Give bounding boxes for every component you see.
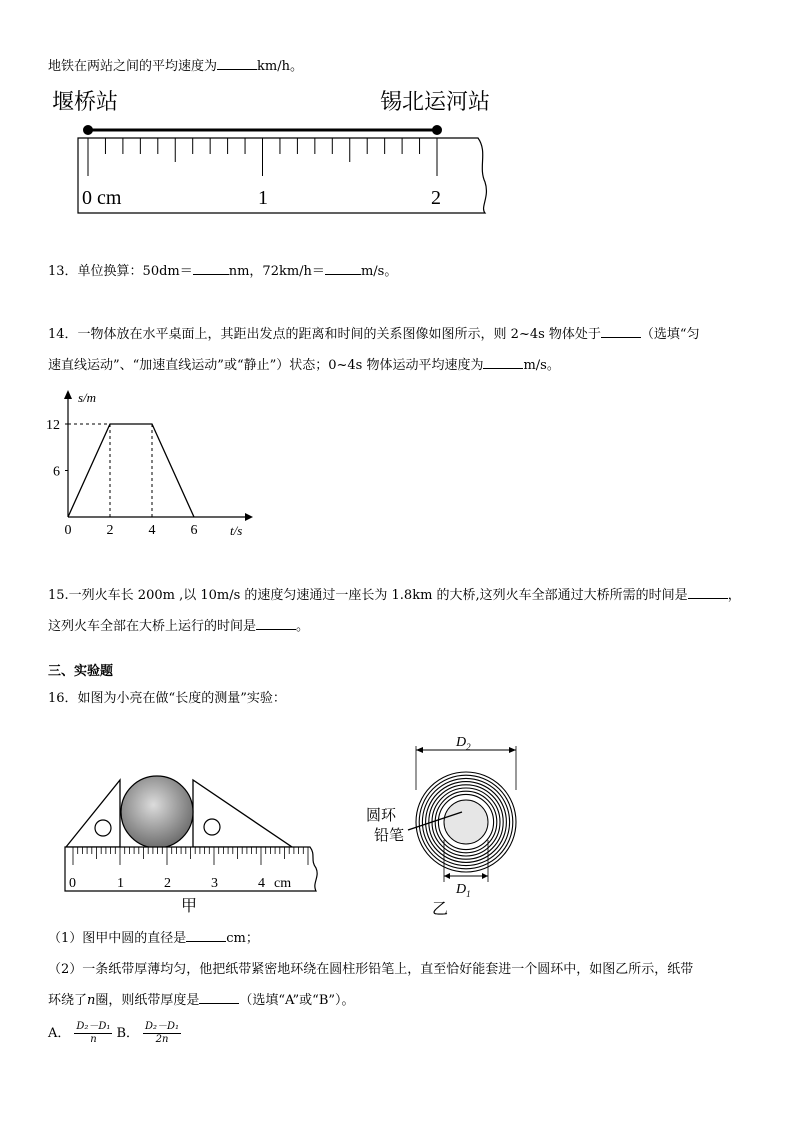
y-tick-label: 12 [46,418,60,433]
station-right-label: 锡北运河站 [380,89,491,114]
ball [121,776,193,848]
option-b-label[interactable]: B． [116,1026,140,1041]
intro-text: 地铁在两站之间的平均速度为 [48,59,218,74]
ruler-ticks [88,138,437,176]
q13-suffix: m/s。 [360,264,398,279]
y-axis-arrow [64,390,72,399]
q16-blank-2[interactable] [199,991,239,1004]
q15-line-2 [48,617,309,636]
d2-label: $D_2$ [456,735,471,752]
ruler-tick-label-2: 2 [431,187,441,209]
ruler-station-figure [40,82,510,222]
d1-arrow-left [444,873,450,879]
q14-blank-2[interactable] [483,356,523,369]
option-a-label[interactable]: A． [48,1026,71,1041]
jia-tick-label-1: 1 [117,876,124,891]
q13-line [48,262,397,281]
q16-intro: 16．如图为小亮在做“长度的测量”实验： [48,691,286,706]
ruler-tick-label-1: 1 [258,187,268,209]
ring-label: 圆环 [366,808,397,824]
right-set-square-hole [204,819,220,835]
station-left-label: 堰桥站 [52,89,119,114]
figure-yi [360,730,560,920]
q16-p2-text-a: 环绕了 [48,993,88,1008]
q13-blank-2[interactable] [325,262,361,275]
y-tick-label: 6 [53,464,60,480]
jia-tick-label-0: 0 [69,876,76,891]
right-set-square [193,780,292,847]
caption-yi: 乙 [432,901,449,918]
q14-text-2a: 速直线运动”、“加速直线运动”或“静止”）状态；0~4s 物体运动平均速度为 [48,358,484,373]
left-set-square-hole [95,820,111,836]
y-axis-label: s/m [78,390,97,405]
option-b-denominator: 2n [155,1034,169,1045]
q15-text-1b: ， [727,588,741,603]
q14-blank-1[interactable] [601,325,641,338]
q15-blank-1[interactable] [688,586,728,599]
x-tick-label: 2 [106,523,114,538]
q14-text-1a: 14．一物体放在水平桌面上，其距出发点的距离和时间的关系图像如图所示，则 2~4s 物体处于 [48,327,601,342]
jia-tick-label-2: 2 [164,876,171,891]
jia-tick-label-4: 4 [258,876,265,891]
option-b-fraction [143,1021,181,1046]
left-set-square [66,780,120,847]
intro-line [48,57,303,76]
q14-line-1 [48,325,700,344]
q15-text-2b: 。 [296,619,310,634]
option-a-denominator: n [90,1034,97,1045]
q16-p2-text-b: 圈，则纸带厚度是 [95,993,200,1008]
q14-text-1b: （选填“匀 [640,327,700,342]
q15-text-2a: 这列火车全部在大桥上运行的时间是 [48,619,257,634]
caption-jia: 甲 [181,898,198,915]
series-line [68,424,194,517]
x-tick-label: 0 [64,523,72,538]
q16-p1-text: （1）图甲中圆的直径是 [48,931,187,946]
x-axis-arrow [245,513,253,521]
q16-options [48,1021,185,1046]
pencil-core [444,800,488,844]
q16-part1 [48,929,259,948]
x-tick-label: 6 [190,523,198,538]
q13-prefix: 13．单位换算：50dm＝ [48,264,193,279]
q16-p1-unit: cm； [226,931,259,946]
q16-p2-text-c: （选填“A”或“B”）。 [239,993,355,1008]
x-axis-label: t/s [230,523,243,538]
q14-line-2 [48,356,560,375]
ruler-body [78,138,486,213]
q15-line-1 [48,586,741,605]
option-a-numerator: D₂－D₁ [76,1021,111,1032]
station-left-dot [83,125,93,135]
q14-text-2b: m/s。 [523,358,560,373]
ruler-tick-label-0: 0 cm [82,187,122,209]
intro-unit: km/h。 [257,59,303,74]
q15-blank-2[interactable] [256,617,296,630]
jia-unit: cm [274,876,292,891]
q13-mid: nm，72km/h＝ [228,264,325,279]
q16-blank-1[interactable] [186,929,226,942]
option-a-fraction [74,1021,112,1046]
q15-text-1a: 15.一列火车长 200m ,以 10m/s 的速度匀速通过一座长为 1.8km 的大桥,这列火车全部通过大桥所需的时间是 [48,588,688,603]
q16-part2-line1: （2）一条纸带厚薄均匀，他把纸带紧密地环绕在圆柱形铅笔上，直至恰好能套进一个圆环中，如图乙所示，纸带 [48,962,694,977]
d2-arrow-right [509,747,516,753]
q13-blank-1[interactable] [193,262,229,275]
q16-p2-n: n [87,993,96,1008]
station-right-dot [432,125,442,135]
figure-jia [60,765,330,915]
s-t-chart [40,385,260,545]
answer-blank-speed[interactable] [217,57,257,70]
d1-label: $D_1$ [456,882,471,899]
x-tick-label: 4 [148,523,156,538]
d1-arrow-right [482,873,488,879]
q16-part2-line2 [48,991,355,1010]
pencil-label: 铅笔 [374,828,405,844]
section-title: 三、实验题 [48,664,114,679]
d2-arrow-left [416,747,423,753]
jia-tick-label-3: 3 [211,876,218,891]
option-b-numerator: D₂－D₁ [145,1021,180,1032]
